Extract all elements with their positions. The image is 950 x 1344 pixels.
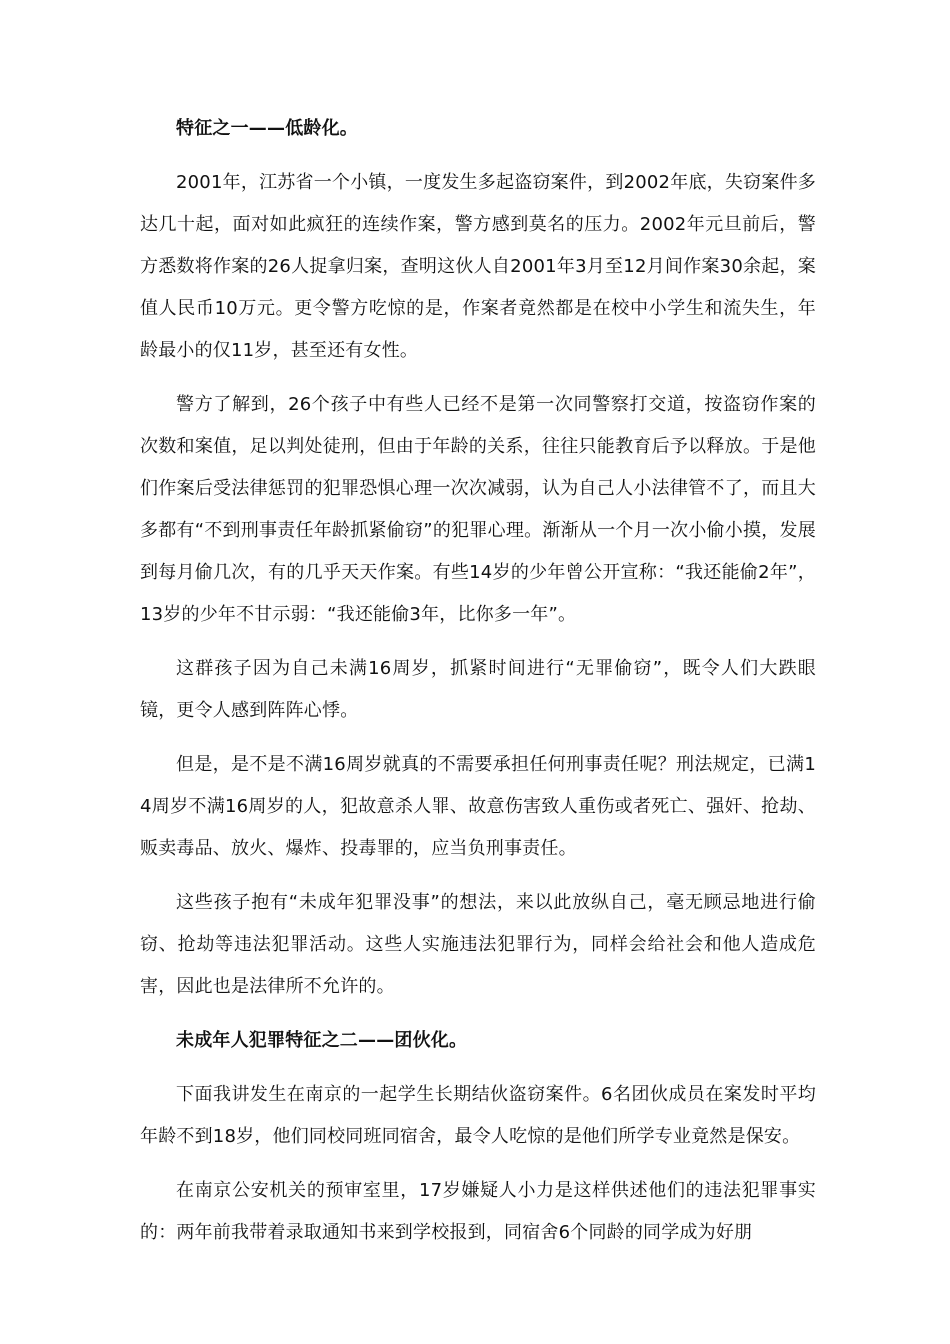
paragraph-harm-to-society: 这些孩子抱有“未成年犯罪没事”的想法，来以此放纵自己，毫无顾忌地进行偷窃、抢劫等违法犯罪活动。这些人实施违法犯罪行为，同样会给社会和他人造成危害，因此也是法律所不允许的。	[140, 892, 816, 997]
section-heading-low-age: 特征之一——低龄化。	[176, 118, 358, 139]
paragraph-jiangsu-case: 2001年，江苏省一个小镇，一度发生多起盗窃案件，到2002年底，失窃案件多达几十起，面对如此疯狂的连续作案，警方感到莫名的压力。2002年元旦前后，警方悉数将作案的26人捉拿归案，查明这伙人自2001年3月至12月间作案30余起，案值人民币10万元。更令警方吃惊的是，作案者竟然都是在校中小学生和流失生，年龄最小的仅11岁，甚至还有女性。	[140, 172, 816, 361]
section-heading-gang: 未成年人犯罪特征之二——团伙化。	[176, 1030, 468, 1051]
document-body	[140, 108, 816, 1266]
paragraph-no-crime-theft: 这群孩子因为自己未满16周岁，抓紧时间进行“无罪偷窃”，既令人们大跌眼镜，更令人感到阵阵心悸。	[140, 658, 816, 721]
paragraph-police-findings: 警方了解到，26个孩子中有些人已经不是第一次同警察打交道，按盗窃作案的次数和案值，足以判处徒刑，但由于年龄的关系，往往只能教育后予以释放。于是他们作案后受法律惩罚的犯罪恐惧心理一次次减弱，认为自己人小法律管不了，而且大多都有“不到刑事责任年龄抓紧偷窃”的犯罪心理。渐渐从一个月一次小偷小摸，发展到每月偷几次，有的几乎天天作案。有些14岁的少年曾公开宣称：“我还能偷2年”，13岁的少年不甘示弱：“我还能偷3年，比你多一年”。	[140, 394, 816, 625]
paragraph-criminal-law: 但是，是不是不满16周岁就真的不需要承担任何刑事责任呢？刑法规定，已满14周岁不满16周岁的人，犯故意杀人罪、故意伤害致人重伤或者死亡、强奸、抢劫、贩卖毒品、放火、爆炸、投毒罪的，应当负刑事责任。	[140, 754, 816, 859]
paragraph-nanjing-case: 下面我讲发生在南京的一起学生长期结伙盗窃案件。6名团伙成员在案发时平均年龄不到18岁，他们同校同班同宿舍，最令人吃惊的是他们所学专业竟然是保安。	[140, 1084, 816, 1147]
paragraph-suspect-statement: 在南京公安机关的预审室里，17岁嫌疑人小力是这样供述他们的违法犯罪事实的：两年前我带着录取通知书来到学校报到，同宿舍6个同龄的同学成为好朋	[140, 1180, 816, 1243]
